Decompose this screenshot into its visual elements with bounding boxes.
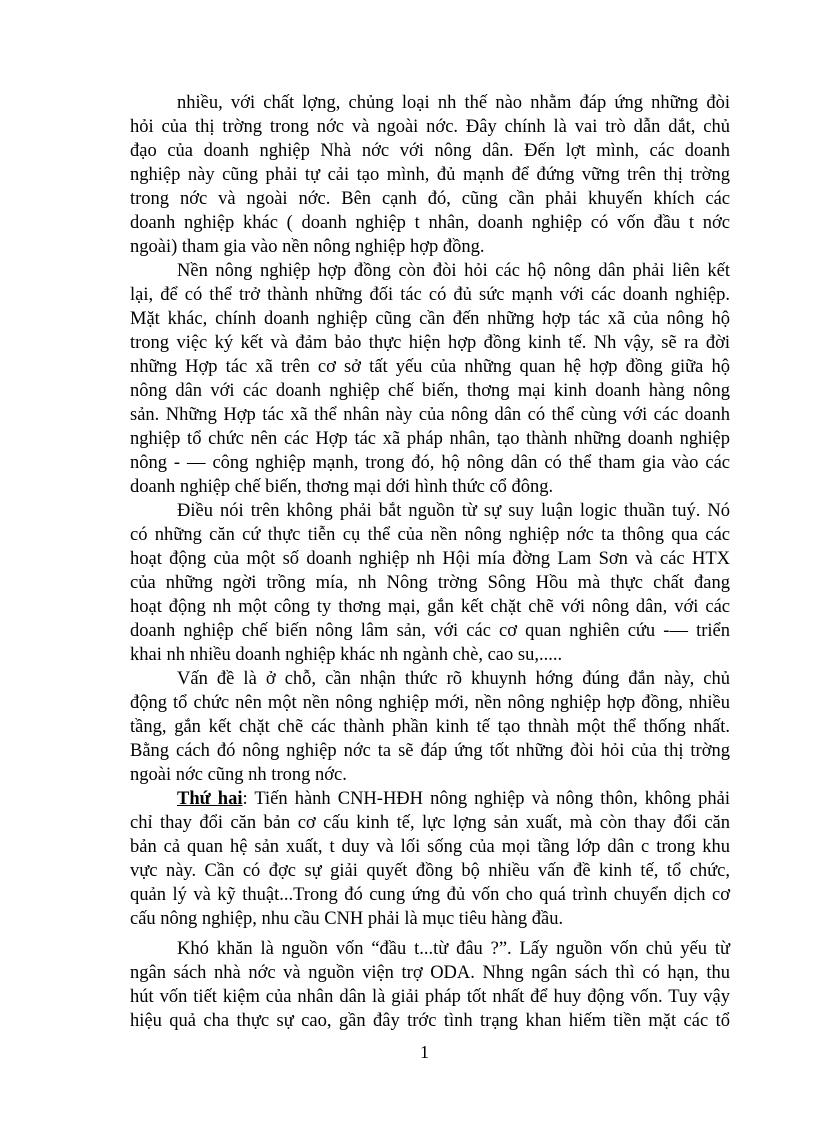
p5-line-2: chỉ thay đổi căn bản cơ cấu kinh tế, lực lợng sản xuất, mà còn thay đổi căn — [130, 813, 730, 833]
p4-line-4: Bằng cách đó nông nghiệp nớc ta sẽ đáp ứng tốt những đòi hỏi của thị trờng — [130, 741, 730, 761]
p2-line-5: những Hợp tác xã trên cơ sở tất yếu của những quan hệ hợp đồng giữa hộ — [130, 357, 730, 377]
p3-line-7: khai nh nhiều doanh nghiệp khác nh ngành chè, cao su,..... — [130, 645, 563, 665]
section-heading: Thứ hai — [177, 789, 243, 809]
p4-line-1: Vấn đề là ở chỗ, cần nhận thức rõ khuynh hớng đúng đắn này, chủ — [177, 669, 730, 689]
p1-line-6: doanh nghiệp khác ( doanh nghiệp t nhân, doanh nghiệp có vốn đầu t nớc — [130, 213, 730, 233]
p5-line-6: cấu nông nghiệp, nhu cầu CNH phải là mục tiêu hàng đầu. — [130, 909, 564, 929]
p3-line-5: hoạt động nh một công ty thơng mại, gắn kết chặt chẽ với nông dân, với các — [130, 597, 730, 617]
p5-line-3: bản cả quan hệ sản xuất, t duy và lối sống của mọi tầng lớp dân c trong khu — [130, 837, 730, 857]
p5-line-1 — [177, 787, 730, 811]
p2-line-8: nghiệp tổ chức nên các Hợp tác xã pháp nhân, tạo thành những doanh nghiệp — [130, 429, 730, 449]
p4-line-5: ngoài nớc cũng nh trong nớc. — [130, 765, 347, 785]
p5-line-1-rest: : Tiến hành CNH-HĐH nông nghiệp và nông thôn, không phải — [242, 789, 730, 809]
p1-line-1: nhiều, với chất lợng, chủng loại nh thế nào nhằm đáp ứng những đòi — [177, 93, 730, 113]
p2-line-9: nông - — công nghiệp mạnh, trong đó, hộ nông dân có thể tham gia vào các — [130, 453, 730, 473]
p2-line-3: Mặt khác, chính doanh nghiệp cũng cần đến những hợp tác xã của nông hộ — [130, 309, 730, 329]
p2-line-10: doanh nghiệp chế biến, thơng mại dới hình thức cổ đông. — [130, 477, 554, 497]
page-number: 1 — [420, 1042, 429, 1062]
p5-line-5: quản lý và kỹ thuật...Trong đó cung ứng đủ vốn cho quá trình chuyển dịch cơ — [130, 885, 730, 905]
p6-line-4: hiệu quả cha thực sự cao, gần đây trớc tình trạng khan hiếm tiền mặt các tổ — [130, 1011, 730, 1031]
p1-line-2: hỏi của thị trờng trong nớc và ngoài nớc. Đây chính là vai trò dẫn dắt, chủ — [130, 117, 730, 137]
p2-line-4: trong việc ký kết và đảm bảo thực hiện hợp đồng kinh tế. Nh vậy, sẽ ra đời — [130, 333, 730, 353]
p2-line-1: Nền nông nghiệp hợp đồng còn đòi hỏi các hộ nông dân phải liên kết — [177, 261, 730, 281]
p6-line-2: ngân sách nhà nớc và nguồn viện trợ ODA. Nhng ngân sách thì có hạn, thu — [130, 963, 730, 983]
p2-line-6: nông dân với các doanh nghiệp chế biến, thơng mại kinh doanh hàng nông — [130, 381, 730, 401]
p6-line-1: Khó khăn là nguồn vốn “đầu t...từ đâu ?”. Lấy nguồn vốn chủ yếu từ — [177, 939, 730, 959]
p1-line-3: đạo của doanh nghiệp Nhà nớc với nông dân. Đến lợt mình, các doanh — [130, 141, 730, 161]
p1-line-4: nghiệp này cũng phải tự cải tạo mình, đủ mạnh để đứng vững trên thị trờng — [130, 165, 730, 185]
p5-line-4: vực này. Cần có đợc sự giải quyết đồng bộ nhiều vấn đề kinh tế, tổ chức, — [130, 861, 730, 881]
p2-line-7: sản. Những Hợp tác xã thể nhân này của nông dân có thể cùng với các doanh — [130, 405, 730, 425]
p1-line-5: trong nớc và ngoài nớc. Bên cạnh đó, cũng cần phải khuyến khích các — [130, 189, 730, 209]
p1-line-7: ngoài) tham gia vào nền nông nghiệp hợp đồng. — [130, 237, 485, 257]
p3-line-4: của những ngời trồng mía, nh Nông trờng Sông Hồu mà thực chất đang — [130, 573, 730, 593]
p2-line-2: lại, để có thể trở thành những đối tác có đủ sức mạnh với các doanh nghiệp. — [130, 285, 730, 305]
p6-line-3: hút vốn tiết kiệm của nhân dân là giải pháp tốt nhất để huy động vốn. Tuy vậy — [130, 987, 730, 1007]
p4-line-3: tầng, gắn kết chặt chẽ các thành phần kinh tế tạo thnàh một thể thống nhất. — [130, 717, 730, 737]
p3-line-1: Điều nói trên không phải bắt nguồn từ sự suy luận logic thuần tuý. Nó — [177, 501, 730, 521]
p3-line-3: hoạt động của một số doanh nghiệp nh Hội mía đờng Lam Sơn và các HTX — [130, 549, 730, 569]
p3-line-2: có những căn cứ thực tiễn cụ thể của nền nông nghiệp nớc ta thông qua các — [130, 525, 730, 545]
p3-line-6: doanh nghiệp chế biến nông lâm sản, với các cơ quan nghiên cứu -— triển — [130, 621, 730, 641]
p4-line-2: động tổ chức nên một nền nông nghiệp mới, nền nông nghiệp hợp đồng, nhiều — [130, 693, 730, 713]
